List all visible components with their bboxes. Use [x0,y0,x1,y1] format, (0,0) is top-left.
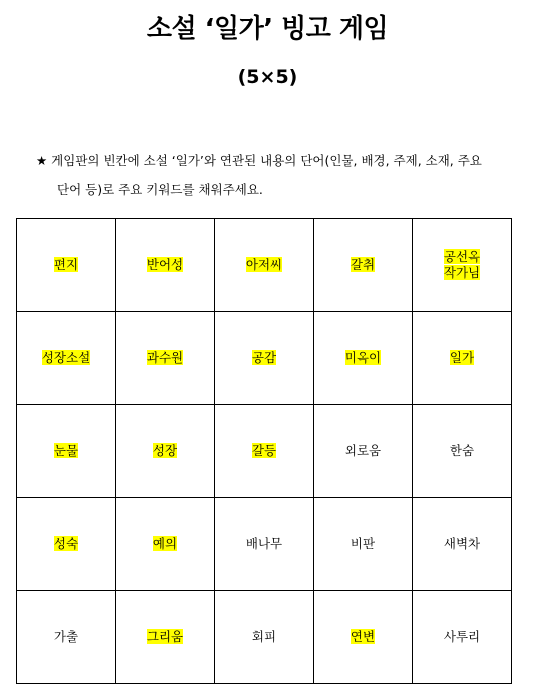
bingo-cell[interactable] [314,405,413,498]
instruction-line-2: 단어 등)로 주요 키워드를 채워주세요. [57,182,263,197]
bingo-row [17,498,512,591]
bingo-cell-word: 눈물 [53,443,79,458]
bingo-cell-word: 가출 [53,629,79,644]
bingo-cell-word: 일가 [449,350,475,365]
bingo-cell-word: 사투리 [443,629,481,644]
bingo-cell-word: 갈취 [350,257,376,272]
bingo-row [17,219,512,312]
bingo-cell[interactable] [215,312,314,405]
bingo-cell[interactable] [215,498,314,591]
bingo-board-body [17,219,512,684]
bingo-cell-word: 반어성 [146,257,184,272]
bingo-cell[interactable] [413,591,512,684]
instruction-text [36,146,526,204]
bingo-cell[interactable] [116,312,215,405]
bingo-cell[interactable] [215,591,314,684]
bingo-row [17,312,512,405]
bingo-cell-word: 미옥이 [344,350,382,365]
bingo-cell-word: 예의 [152,536,178,551]
bingo-cell-word: 갈등 [251,443,277,458]
bingo-cell[interactable] [17,312,116,405]
instruction-line-1: ★ 게임판의 빈칸에 소설 ‘일가’와 연관된 내용의 단어(인물, 배경, 주제, 소재, 주요 [36,153,482,168]
bingo-cell[interactable] [116,405,215,498]
bingo-cell-word: 성숙 [53,536,79,551]
bingo-cell[interactable] [314,219,413,312]
bingo-row [17,405,512,498]
bingo-cell-word: 공선옥 작가님 [443,249,481,280]
bingo-cell-word: 아저씨 [245,257,283,272]
bingo-cell[interactable] [17,219,116,312]
bingo-cell[interactable] [314,312,413,405]
bingo-cell-word: 외로움 [344,443,382,458]
bingo-cell-word: 연변 [350,629,376,644]
bingo-cell[interactable] [413,405,512,498]
bingo-cell-word: 배나무 [245,536,283,551]
bingo-cell[interactable] [17,405,116,498]
bingo-cell-word: 회피 [251,629,277,644]
bingo-cell[interactable] [314,591,413,684]
page-subtitle: (5×5) [237,66,298,88]
bingo-cell-word: 성장 [152,443,178,458]
bingo-cell-word: 과수원 [146,350,184,365]
bingo-cell[interactable] [413,498,512,591]
bingo-cell[interactable] [215,219,314,312]
bingo-cell-word: 편지 [53,257,79,272]
bingo-cell[interactable] [116,219,215,312]
bingo-cell[interactable] [17,498,116,591]
bingo-cell[interactable] [116,591,215,684]
page-title: 소설 ‘일가’ 빙고 게임 [146,14,389,44]
bingo-cell[interactable] [17,591,116,684]
bingo-cell[interactable] [116,498,215,591]
bingo-row [17,591,512,684]
bingo-cell-word: 성장소설 [41,350,91,365]
bingo-cell-word: 새벽차 [443,536,481,551]
bingo-cell-word: 공감 [251,350,277,365]
bingo-cell-word: 비판 [350,536,376,551]
bingo-cell[interactable] [413,312,512,405]
bingo-cell-word: 그리움 [146,629,184,644]
bingo-cell[interactable] [314,498,413,591]
bingo-cell[interactable] [215,405,314,498]
bingo-cell[interactable] [413,219,512,312]
bingo-cell-word: 한숨 [449,443,475,458]
bingo-board [16,218,512,684]
